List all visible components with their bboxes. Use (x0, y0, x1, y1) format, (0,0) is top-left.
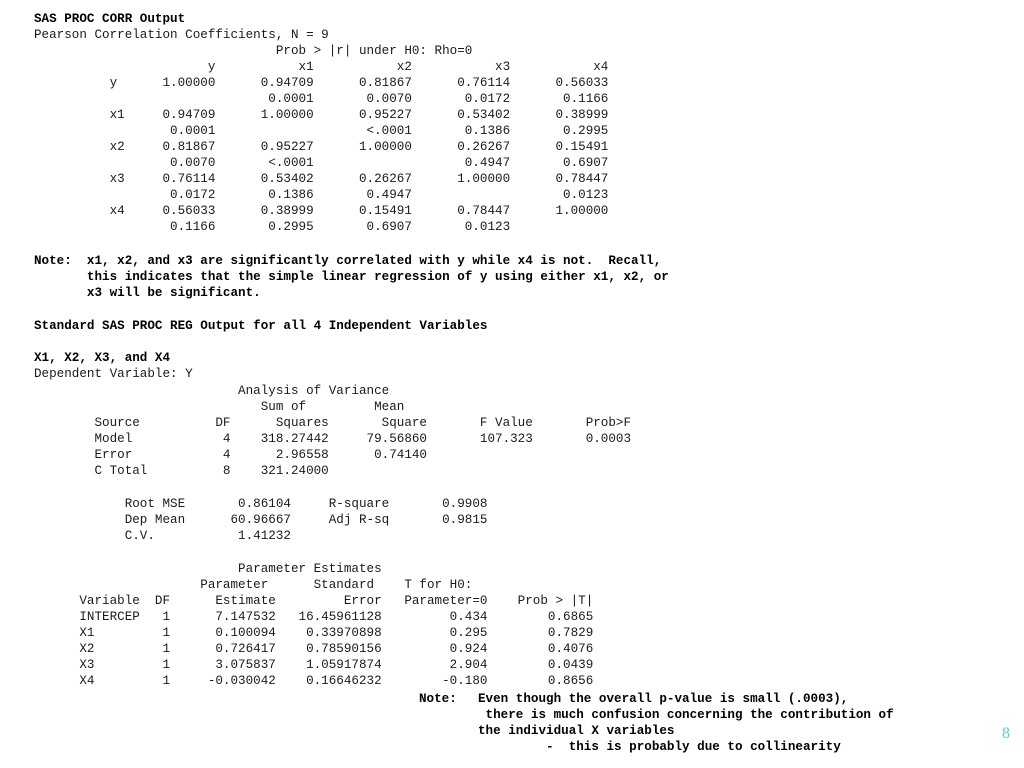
anova-header: Sum of Mean (34, 400, 405, 414)
corr-row-x4-p: 0.1166 0.2995 0.6907 0.0123 (34, 220, 511, 234)
corr-row-x3: x3 0.76114 0.53402 0.26267 1.00000 0.78447 (34, 172, 609, 186)
fit-stat-line: Dep Mean 60.96667 Adj R-sq 0.9815 (34, 513, 488, 527)
param-header: Parameter Standard T for H0: (34, 578, 473, 592)
corr-title: SAS PROC CORR Output (34, 12, 186, 26)
reg-heading: Standard SAS PROC REG Output for all 4 Independent Variables (34, 319, 488, 333)
fit-stat-line: Root MSE 0.86104 R-square 0.9908 (34, 497, 488, 511)
corr-row-x4: x4 0.56033 0.38999 0.15491 0.78447 1.00000 (34, 204, 609, 218)
param-row-intercept: INTERCEP 1 7.147532 16.45961128 0.434 0.6865 (34, 610, 594, 624)
fit-stat-line: C.V. 1.41232 (34, 529, 291, 543)
anova-row-error: Error 4 2.96558 0.74140 (34, 448, 427, 462)
anova-header: Source DF Squares Square F Value Prob>F (34, 416, 632, 430)
param-title: Parameter Estimates (34, 562, 382, 576)
corr-row-x2: x2 0.81867 0.95227 1.00000 0.26267 0.15491 (34, 140, 609, 154)
corr-col-header: y x1 x2 x3 x4 (34, 60, 609, 74)
note2-line: - this is probably due to collinearity (478, 740, 841, 754)
param-row-x4: X4 1 -0.030042 0.16646232 -0.180 0.8656 (34, 674, 594, 688)
param-row-x2: X2 1 0.726417 0.78590156 0.924 0.4076 (34, 642, 594, 656)
anova-row-total: C Total 8 321.24000 (34, 464, 329, 478)
corr-row-x3-p: 0.0172 0.1386 0.4947 0.0123 (34, 188, 609, 202)
corr-row-y: y 1.00000 0.94709 0.81867 0.76114 0.56033 (34, 76, 609, 90)
param-row-x3: X3 1 3.075837 1.05917874 2.904 0.0439 (34, 658, 594, 672)
corr-prob-header: Prob > |r| under H0: Rho=0 (34, 44, 473, 58)
note2-label: Note: (419, 692, 457, 706)
note2-line: the individual X variables (478, 724, 675, 738)
corr-row-x1-p: 0.0001 <.0001 0.1386 0.2995 (34, 124, 609, 138)
note2-line: Even though the overall p-value is small (.0003), (478, 692, 849, 706)
param-row-x1: X1 1 0.100094 0.33970898 0.295 0.7829 (34, 626, 594, 640)
page-number: 8 (1002, 725, 1010, 742)
corr-row-y-p: 0.0001 0.0070 0.0172 0.1166 (34, 92, 609, 106)
corr-row-x1: x1 0.94709 1.00000 0.95227 0.53402 0.38999 (34, 108, 609, 122)
corr-subtitle: Pearson Correlation Coefficients, N = 9 (34, 28, 329, 42)
reg-model-label: X1, X2, X3, and X4 (34, 351, 171, 365)
note1-line: Note: x1, x2, and x3 are significantly correlated with y while x4 is not. Recall, (34, 254, 662, 268)
note1-line: this indicates that the simple linear regression of y using either x1, x2, or (34, 270, 669, 284)
anova-title: Analysis of Variance (34, 384, 390, 398)
note2-line: there is much confusion concerning the contribution of (478, 708, 894, 722)
anova-row-model: Model 4 318.27442 79.56860 107.323 0.0003 (34, 432, 632, 446)
corr-row-x2-p: 0.0070 <.0001 0.4947 0.6907 (34, 156, 609, 170)
note1-line: x3 will be significant. (34, 286, 261, 300)
param-header: Variable DF Estimate Error Parameter=0 Prob > |T| (34, 594, 594, 608)
reg-dependent: Dependent Variable: Y (34, 367, 193, 381)
